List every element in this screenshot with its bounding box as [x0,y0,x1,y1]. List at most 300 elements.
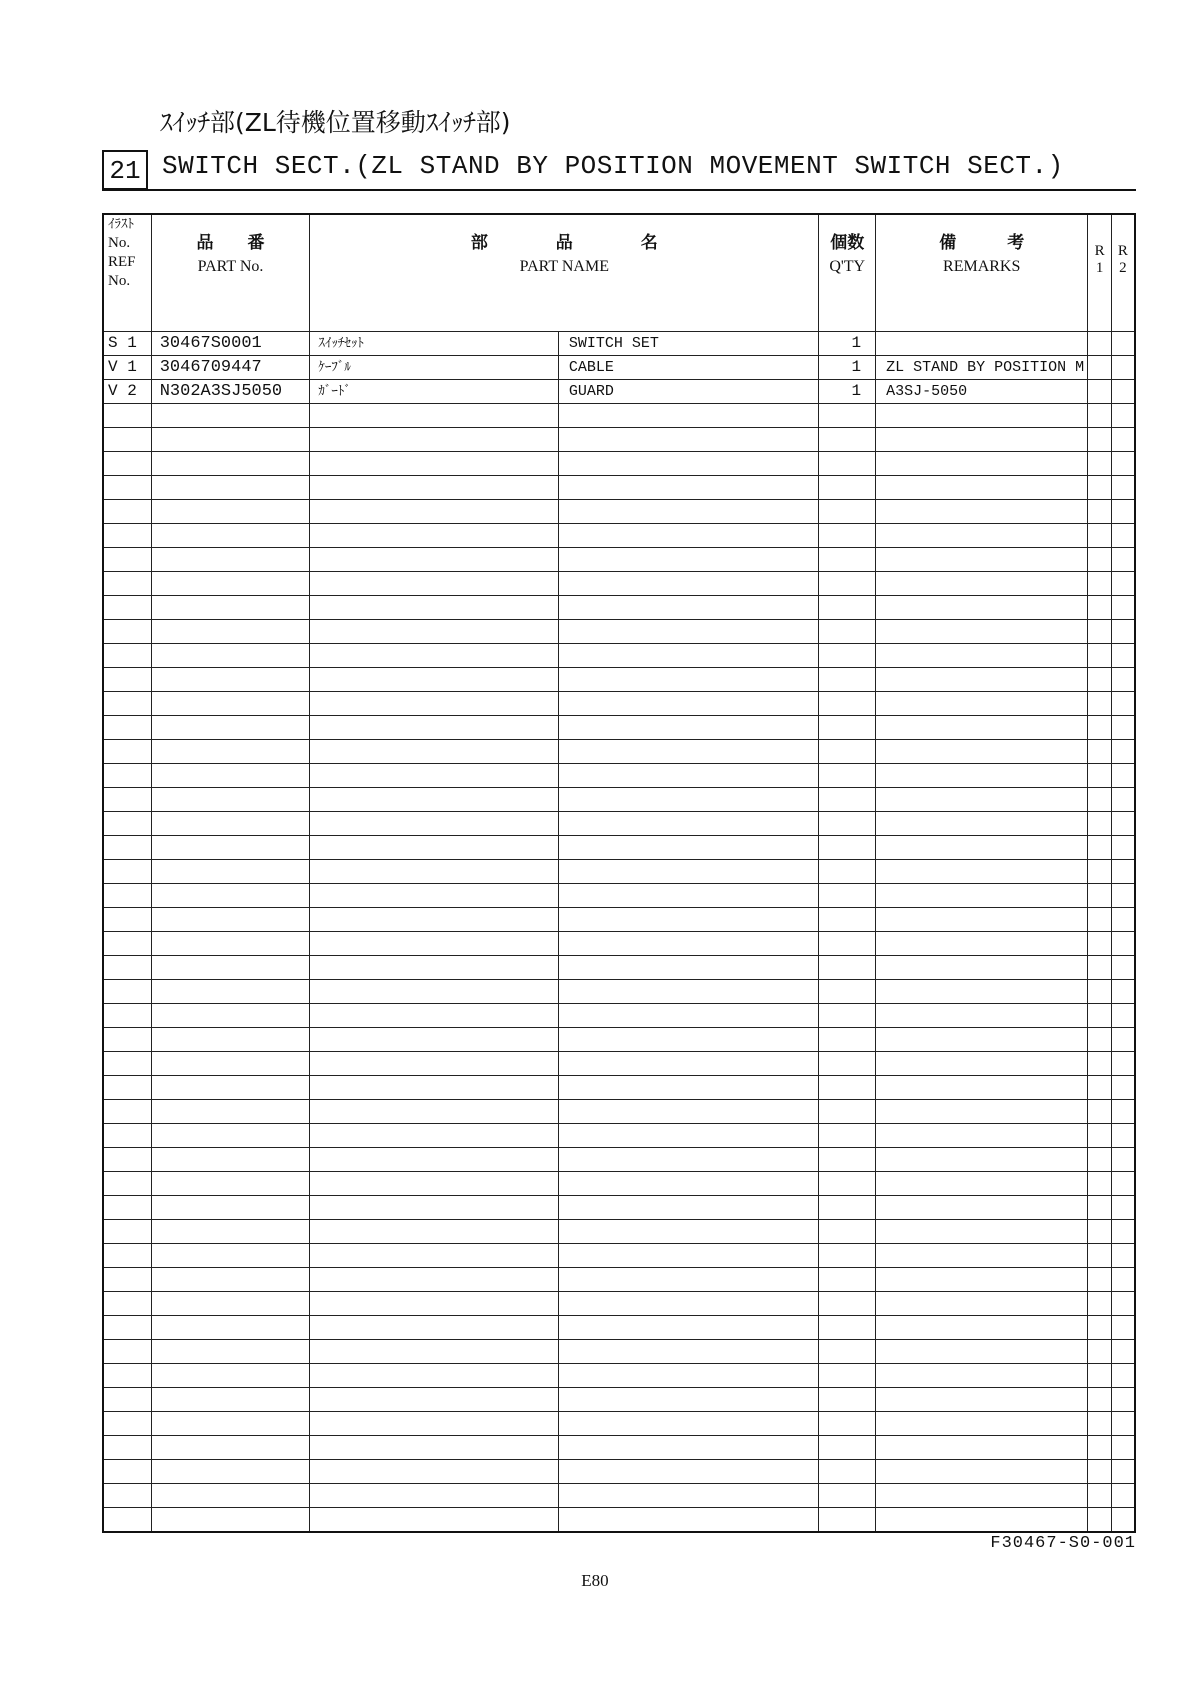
empty-cell [151,740,310,764]
empty-cell [876,884,1088,908]
page-title-en: SWITCH SECT.(ZL STAND BY POSITION MOVEMENT SWITCH SECT.) [162,151,1064,181]
empty-cell [103,476,151,500]
empty-cell [1088,812,1112,836]
empty-cell [103,1268,151,1292]
empty-cell [310,1052,559,1076]
empty-cell [819,860,876,884]
empty-cell [103,908,151,932]
empty-cell [819,1364,876,1388]
empty-cell [1111,692,1135,716]
empty-cell [1111,1316,1135,1340]
empty-cell [310,404,559,428]
empty-cell [558,836,818,860]
empty-cell [558,1460,818,1484]
empty-cell [1111,1460,1135,1484]
header-r1-digit: 1 [1095,260,1104,276]
empty-cell [151,1172,310,1196]
empty-cell [1111,572,1135,596]
empty-cell [1111,764,1135,788]
empty-cell [558,668,818,692]
cell-qty: 1 [819,356,876,380]
empty-cell [1111,1220,1135,1244]
empty-cell [151,1028,310,1052]
empty-row [103,716,1135,740]
empty-cell [310,1484,559,1508]
empty-cell [1111,740,1135,764]
empty-cell [876,1148,1088,1172]
empty-cell [819,1268,876,1292]
empty-cell [819,1076,876,1100]
empty-cell [103,1436,151,1460]
empty-cell [1111,812,1135,836]
empty-cell [1088,524,1112,548]
empty-cell [558,716,818,740]
empty-cell [151,1412,310,1436]
empty-row [103,908,1135,932]
empty-cell [1088,644,1112,668]
header-qty-jp: 個数 [830,233,865,253]
empty-cell [1111,452,1135,476]
empty-cell [819,812,876,836]
empty-cell [151,524,310,548]
empty-cell [151,596,310,620]
cell-remarks [876,332,1088,356]
empty-cell [310,884,559,908]
empty-cell [1088,1196,1112,1220]
empty-cell [1111,1244,1135,1268]
empty-row [103,812,1135,836]
empty-cell [558,572,818,596]
empty-cell [1088,1052,1112,1076]
empty-cell [876,692,1088,716]
empty-cell [819,1244,876,1268]
empty-cell [103,884,151,908]
empty-cell [1088,1124,1112,1148]
empty-cell [103,1076,151,1100]
empty-cell [876,452,1088,476]
empty-cell [151,980,310,1004]
header-part-no [151,214,310,332]
empty-cell [1111,860,1135,884]
empty-cell [819,1484,876,1508]
empty-cell [310,1028,559,1052]
empty-cell [1111,620,1135,644]
cell-remarks: ZL STAND BY POSITION M [876,356,1088,380]
empty-cell [310,1172,559,1196]
empty-cell [1111,1100,1135,1124]
empty-cell [151,1436,310,1460]
empty-cell [310,1268,559,1292]
empty-cell [819,1052,876,1076]
empty-cell [310,812,559,836]
empty-cell [151,1076,310,1100]
header-part-no-jp: 品 番 [196,233,265,253]
empty-cell [876,1412,1088,1436]
empty-cell [876,1316,1088,1340]
empty-cell [310,1316,559,1340]
empty-cell [310,1076,559,1100]
table-row [103,332,1135,356]
empty-cell [1111,884,1135,908]
empty-cell [1088,1484,1112,1508]
empty-cell [310,1220,559,1244]
empty-row [103,428,1135,452]
empty-cell [103,1508,151,1533]
cell-r2 [1111,380,1135,404]
empty-cell [1088,1268,1112,1292]
header-ref-no2: No. [108,273,131,289]
empty-row [103,404,1135,428]
empty-cell [819,596,876,620]
empty-cell [1088,1292,1112,1316]
empty-cell [819,548,876,572]
empty-row [103,860,1135,884]
empty-cell [310,980,559,1004]
cell-qty: 1 [819,332,876,356]
empty-cell [1088,500,1112,524]
empty-row [103,1244,1135,1268]
empty-cell [1088,452,1112,476]
title-underline [102,189,1136,191]
empty-cell [310,524,559,548]
empty-cell [103,644,151,668]
empty-cell [876,812,1088,836]
empty-cell [151,1196,310,1220]
empty-cell [876,1484,1088,1508]
empty-cell [1088,836,1112,860]
empty-cell [558,692,818,716]
empty-cell [819,1028,876,1052]
empty-cell [103,980,151,1004]
empty-cell [151,932,310,956]
empty-cell [876,1508,1088,1533]
empty-row [103,1076,1135,1100]
empty-cell [876,1244,1088,1268]
empty-cell [1088,932,1112,956]
empty-cell [1111,476,1135,500]
empty-cell [310,1436,559,1460]
empty-cell [103,1388,151,1412]
empty-row [103,1340,1135,1364]
empty-cell [151,956,310,980]
empty-cell [151,668,310,692]
empty-cell [103,1220,151,1244]
empty-cell [876,1340,1088,1364]
empty-cell [558,1148,818,1172]
empty-cell [103,572,151,596]
empty-cell [151,1484,310,1508]
empty-cell [558,788,818,812]
empty-cell [558,812,818,836]
empty-cell [310,1244,559,1268]
empty-cell [151,836,310,860]
empty-cell [1088,1412,1112,1436]
cell-name-jp: ｽｲｯﾁｾｯﾄ [310,332,559,356]
empty-row [103,620,1135,644]
empty-cell [819,1508,876,1533]
empty-cell [558,452,818,476]
empty-cell [1088,1004,1112,1028]
empty-cell [151,1244,310,1268]
empty-cell [876,1364,1088,1388]
parts-table [102,213,1136,1533]
empty-cell [103,1244,151,1268]
empty-cell [876,716,1088,740]
empty-row [103,524,1135,548]
empty-row [103,1172,1135,1196]
header-remarks-jp: 備 考 [939,233,1025,253]
empty-cell [1111,1148,1135,1172]
empty-cell [1111,836,1135,860]
empty-row [103,1364,1135,1388]
empty-row [103,740,1135,764]
empty-row [103,956,1135,980]
empty-cell [876,500,1088,524]
empty-cell [103,932,151,956]
empty-cell [558,1412,818,1436]
empty-row [103,1148,1135,1172]
empty-cell [310,716,559,740]
empty-cell [1088,1028,1112,1052]
empty-cell [558,884,818,908]
empty-cell [1088,860,1112,884]
empty-cell [151,1148,310,1172]
empty-cell [876,740,1088,764]
empty-row [103,572,1135,596]
empty-cell [819,1340,876,1364]
empty-cell [1111,980,1135,1004]
empty-row [103,764,1135,788]
empty-cell [1088,404,1112,428]
empty-cell [1088,596,1112,620]
empty-cell [310,1100,559,1124]
empty-cell [819,620,876,644]
empty-cell [1088,956,1112,980]
empty-cell [310,1460,559,1484]
empty-cell [310,740,559,764]
empty-cell [103,452,151,476]
empty-cell [151,572,310,596]
empty-cell [103,1412,151,1436]
empty-cell [819,500,876,524]
empty-cell [819,476,876,500]
empty-cell [876,956,1088,980]
empty-row [103,1484,1135,1508]
empty-row [103,644,1135,668]
empty-cell [310,644,559,668]
empty-cell [103,956,151,980]
empty-cell [1111,1052,1135,1076]
empty-cell [876,668,1088,692]
empty-cell [103,812,151,836]
empty-cell [819,668,876,692]
table-row [103,380,1135,404]
empty-cell [819,452,876,476]
empty-cell [151,548,310,572]
header-r1 [1088,214,1112,332]
header-qty [819,214,876,332]
empty-cell [310,620,559,644]
empty-cell [310,956,559,980]
empty-cell [310,764,559,788]
empty-cell [876,1004,1088,1028]
empty-cell [1088,476,1112,500]
empty-cell [310,596,559,620]
empty-cell [876,1076,1088,1100]
empty-cell [819,908,876,932]
empty-cell [103,716,151,740]
empty-cell [151,1460,310,1484]
empty-cell [819,716,876,740]
empty-cell [1111,1028,1135,1052]
empty-cell [1088,668,1112,692]
empty-cell [151,1220,310,1244]
empty-cell [151,884,310,908]
empty-row [103,932,1135,956]
empty-cell [151,1364,310,1388]
empty-cell [876,596,1088,620]
empty-cell [103,524,151,548]
empty-cell [819,1148,876,1172]
empty-cell [876,1100,1088,1124]
empty-cell [1088,1100,1112,1124]
empty-cell [876,428,1088,452]
empty-cell [310,932,559,956]
empty-cell [1088,572,1112,596]
empty-cell [876,764,1088,788]
empty-cell [103,1148,151,1172]
cell-ref: S 1 [103,332,151,356]
empty-cell [819,836,876,860]
empty-cell [103,668,151,692]
empty-row [103,1268,1135,1292]
empty-cell [1111,788,1135,812]
empty-cell [1088,1076,1112,1100]
header-part-no-en: PART No. [197,258,264,275]
empty-cell [310,908,559,932]
empty-cell [151,1292,310,1316]
empty-cell [558,524,818,548]
cell-name-en: GUARD [558,380,818,404]
empty-cell [558,860,818,884]
empty-cell [151,764,310,788]
empty-cell [558,620,818,644]
cell-ref: V 2 [103,380,151,404]
cell-qty: 1 [819,380,876,404]
empty-cell [558,1316,818,1340]
header-part-name-jp: 部 品 名 [470,233,658,253]
empty-cell [1111,1196,1135,1220]
empty-cell [151,1340,310,1364]
empty-cell [151,1052,310,1076]
empty-cell [1111,1508,1135,1533]
empty-cell [1111,1388,1135,1412]
empty-row [103,788,1135,812]
empty-cell [819,932,876,956]
empty-cell [1088,620,1112,644]
cell-ref: V 1 [103,356,151,380]
section-number-box: 21 [102,150,148,190]
empty-cell [876,980,1088,1004]
empty-row [103,836,1135,860]
empty-cell [1088,1148,1112,1172]
empty-cell [103,428,151,452]
empty-cell [1088,428,1112,452]
empty-cell [1111,1412,1135,1436]
empty-cell [151,476,310,500]
empty-cell [558,1100,818,1124]
empty-cell [1111,1124,1135,1148]
empty-cell [151,692,310,716]
empty-cell [558,500,818,524]
empty-cell [103,596,151,620]
empty-cell [103,692,151,716]
empty-cell [1111,1076,1135,1100]
empty-cell [310,1508,559,1533]
cell-name-en: SWITCH SET [558,332,818,356]
empty-cell [1111,716,1135,740]
empty-row [103,1052,1135,1076]
empty-row [103,1220,1135,1244]
empty-cell [1111,956,1135,980]
empty-cell [876,1268,1088,1292]
empty-cell [558,980,818,1004]
empty-cell [558,956,818,980]
empty-cell [1111,1004,1135,1028]
empty-cell [1088,1220,1112,1244]
empty-cell [1111,1436,1135,1460]
empty-cell [819,1004,876,1028]
empty-cell [1088,764,1112,788]
cell-part-no: N302A3SJ5050 [151,380,310,404]
empty-cell [310,1196,559,1220]
empty-cell [1111,1484,1135,1508]
empty-cell [558,1028,818,1052]
page-number: E80 [581,1571,609,1590]
empty-cell [103,788,151,812]
empty-row [103,1412,1135,1436]
empty-cell [103,1340,151,1364]
empty-cell [103,1052,151,1076]
empty-cell [103,764,151,788]
empty-cell [876,548,1088,572]
empty-cell [103,548,151,572]
document-code: F30467-S0-001 [990,1534,1136,1553]
empty-cell [876,1052,1088,1076]
empty-cell [103,620,151,644]
empty-cell [310,788,559,812]
empty-cell [819,1100,876,1124]
empty-cell [151,716,310,740]
empty-cell [1088,692,1112,716]
empty-cell [103,860,151,884]
empty-cell [310,1004,559,1028]
empty-cell [310,1340,559,1364]
page-title-jp: ｽｲｯﾁ部(ZL待機位置移動ｽｲｯﾁ部) [160,108,511,137]
empty-cell [819,572,876,596]
empty-cell [819,1196,876,1220]
header-r2-digit: 2 [1119,260,1127,276]
header-ref-no: No. [108,235,131,251]
empty-cell [310,428,559,452]
empty-cell [558,932,818,956]
empty-cell [819,428,876,452]
empty-cell [1088,1244,1112,1268]
header-part-name [310,214,819,332]
cell-r1 [1088,356,1112,380]
empty-cell [103,1316,151,1340]
empty-cell [558,1388,818,1412]
